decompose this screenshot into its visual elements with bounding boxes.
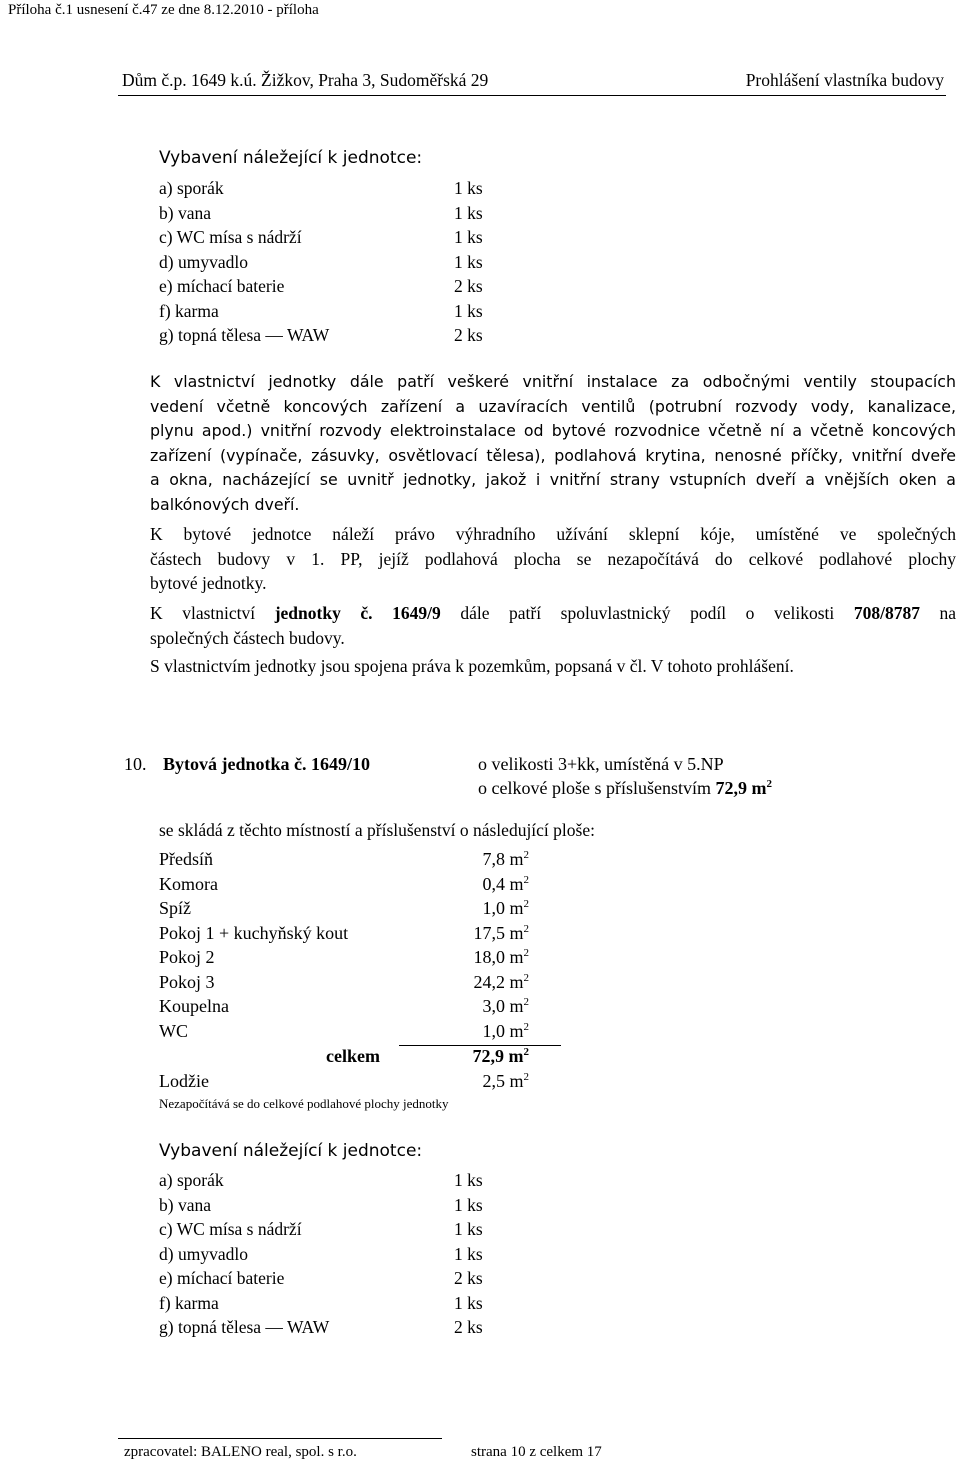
equipment-title: Vybavení náležející k jednotce: <box>159 148 423 168</box>
equipment-item: b) vana 1 ks <box>159 202 483 223</box>
room-row: Pokoj 2 18,0 $m^2$ <box>159 947 529 967</box>
equipment-item: e) míchací baterie 2 ks <box>159 276 483 296</box>
equipment-item: c) WC mísa s nádrží 1 ks <box>159 227 483 247</box>
equipment-item: d) umyvadlo 1 ks <box>159 1243 483 1264</box>
room-row: WC 1,0 $m^2$ <box>159 1020 529 1041</box>
area-note: Nezapočítává se do celkové podlahové plochy jednotky <box>159 1096 449 1111</box>
equipment-item: g) topná tělesa — WAW 2 ks <box>159 325 483 345</box>
equipment-item: e) míchací baterie 2 ks <box>159 1268 483 1288</box>
cellar-paragraph: K bytové jednotce náleží právo výhradního užívání sklepní kóje, umístěné ve společných částech budovy v 1. PP, jejíž podlahová plocha se nezapočítává do celkové podlahové plochy bytové jednotky. <box>150 524 956 593</box>
rights-paragraph: S vlastnictvím jednotky jsou spojena práva k pozemkům, popsaná v čl. V tohoto prohlášení. <box>150 656 794 676</box>
equipment-title: Vybavení náležející k jednotce: <box>159 1141 423 1161</box>
installations-paragraph: K vlastnictví jednotky dále patří veškeré vnitřní instalace za odbočnými ventily stoupacích vedení včetně koncových zařízení a uzavíracích ventilů (potrubní rozvody vody, kanalizace, plynu apod.) vnitřní rozvody elektroinstalace od bytové rozvodnice včetně ní a včetně koncových zařízení (vypínače, zásuvky, osvětlovací tělesa), podlahová krytina, nenosné příčky, vnitřní dveře a okna, nacházející se uvnitř jednotky, jakož i vnitřní strany vstupních dveří a vnějších oken a balkónových dveří. <box>150 372 956 514</box>
room-row: Pokoj 3 24,2 $m^2$ <box>159 971 529 992</box>
share-paragraph: K vlastnictví jednotky č. 1649/9 dále patří spoluvlastnický podíl o velikosti 708/8787 na společných částech budovy. <box>150 603 957 648</box>
attachment-note: Příloha č.1 usnesení č.47 ze dne 8.12.2010 - příloha <box>8 2 319 18</box>
rooms-intro: se skládá z těchto místností a příslušenství o následující ploše: <box>159 820 595 840</box>
header-document-title: Prohlášení vlastníka budovy <box>745 70 944 90</box>
header-building: Dům č.p. 1649 k.ú. Žižkov, Praha 3, Sudoměřská 29 <box>122 70 489 90</box>
page-number: strana 10 z celkem 17 <box>471 1444 602 1460</box>
room-row: Koupelna 3,0 $m^2$ <box>159 996 529 1016</box>
room-row: Předsíň 7,8 $m^2$ <box>159 849 529 869</box>
equipment-item: f) karma 1 ks <box>159 300 483 321</box>
room-row: Pokoj 1 + kuchyňský kout 17,5 $m^2$ <box>159 922 529 943</box>
unit-number: 10. <box>124 754 147 774</box>
equipment-item: f) karma 1 ks <box>159 1292 483 1313</box>
header-divider <box>118 95 946 96</box>
equipment-item: a) sporák 1 ks <box>159 1170 483 1190</box>
footer-divider <box>118 1438 442 1439</box>
equipment-item: a) sporák 1 ks <box>159 178 483 198</box>
equipment-item: g) topná tělesa — WAW 2 ks <box>159 1317 483 1337</box>
equipment-item: b) vana 1 ks <box>159 1194 483 1215</box>
rooms-total-row: celkem 72,9 $m^2$ <box>326 1046 529 1066</box>
unit-title: Bytová jednotka č. 1649/10 <box>163 754 370 774</box>
equipment-item: c) WC mísa s nádrží 1 ks <box>159 1219 483 1239</box>
room-row-extra: Lodžie 2,5 $m^2$ <box>159 1070 529 1091</box>
room-row: Komora 0,4 $m^2$ <box>159 873 529 894</box>
equipment-item: d) umyvadlo 1 ks <box>159 251 483 272</box>
unit-size: o velikosti 3+kk, umístěná v 5.NP <box>478 754 724 774</box>
footer-processor: zpracovatel: BALENO real, spol. s r.o. <box>124 1444 357 1460</box>
room-row: Spíž 1,0 $m^2$ <box>159 898 529 918</box>
unit-total-area: o celkové ploše s příslušenstvím 72,9 $m^2$ <box>478 778 772 798</box>
